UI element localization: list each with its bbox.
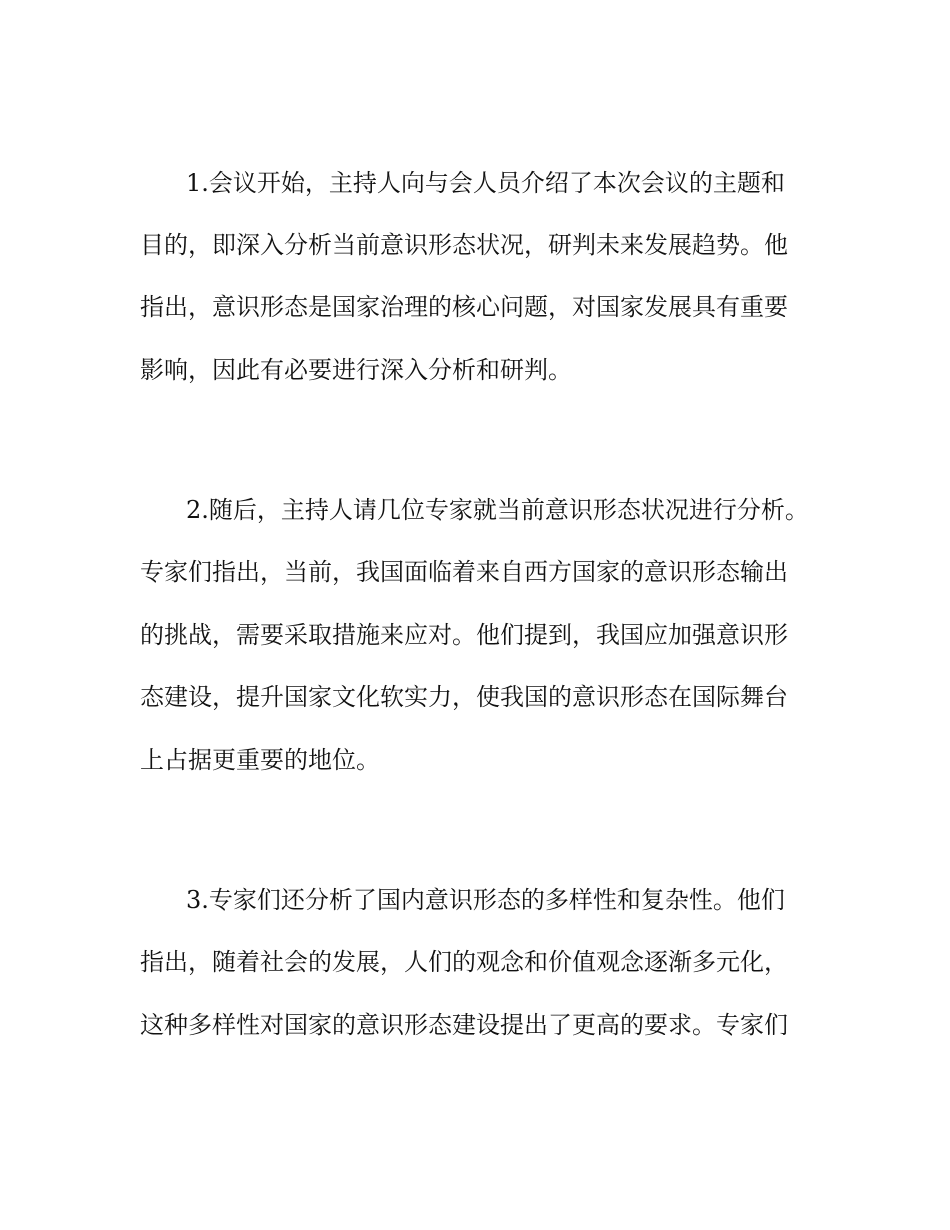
- paragraph-line: 2.随后，主持人请几位专家就当前意识形态状况进行分析。: [186, 496, 809, 524]
- paragraph-line: 态建设，提升国家文化软实力，使我国的意识形态在国际舞台: [140, 683, 788, 711]
- paragraph-line: 1.会议开始，主持人向与会人员介绍了本次会议的主题和: [186, 169, 785, 197]
- paragraph-line: 指出，随着社会的发展，人们的观念和价值观念逐渐多元化，: [140, 948, 788, 976]
- paragraph-line: 3.专家们还分析了国内意识形态的多样性和复杂性。他们: [186, 886, 785, 914]
- paragraph-line: 这种多样性对国家的意识形态建设提出了更高的要求。专家们: [140, 1011, 788, 1039]
- paragraph-line: 上占据更重要的地位。: [140, 746, 380, 774]
- paragraph-line: 专家们指出，当前，我国面临着来自西方国家的意识形态输出: [140, 558, 788, 586]
- paragraph-line: 的挑战，需要采取措施来应对。他们提到，我国应加强意识形: [140, 621, 788, 649]
- paragraph-line: 影响，因此有必要进行深入分析和研判。: [140, 356, 572, 384]
- paragraph-line: 目的，即深入分析当前意识形态状况，研判未来发展趋势。他: [140, 231, 788, 259]
- paragraph-line: 指出，意识形态是国家治理的核心问题，对国家发展具有重要: [140, 293, 788, 321]
